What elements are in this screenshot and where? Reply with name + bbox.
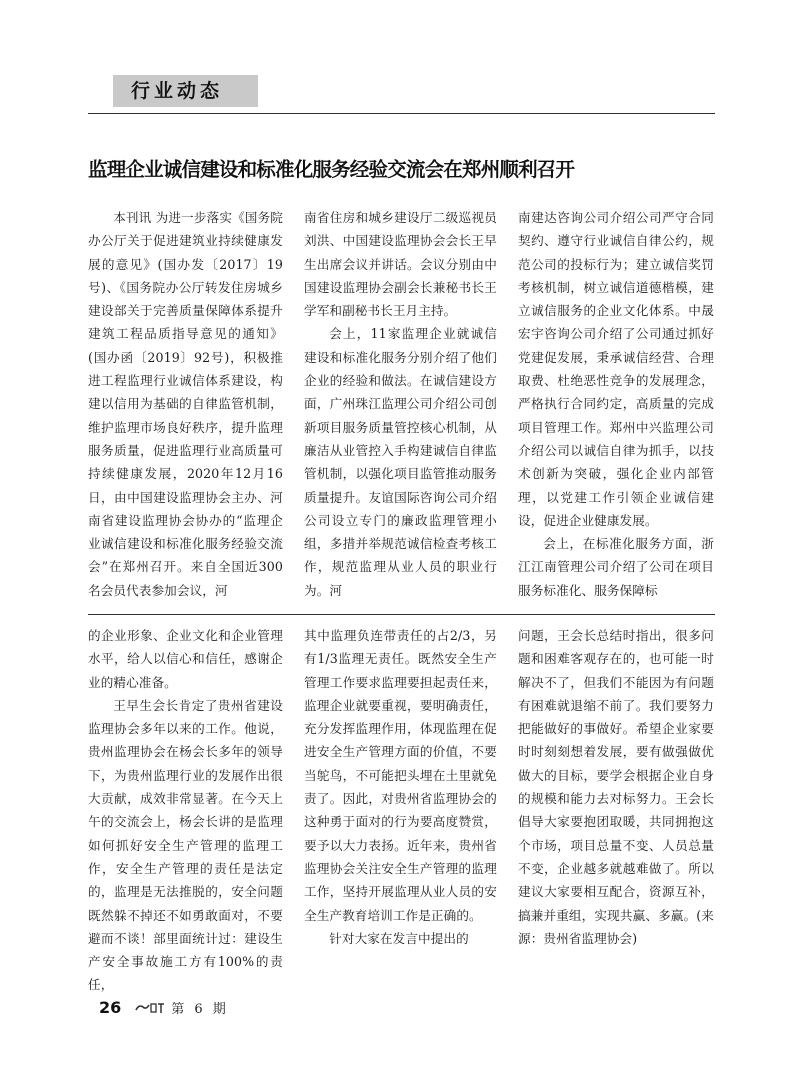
page-number: 26 bbox=[99, 997, 122, 1017]
article-column-2 bbox=[304, 206, 497, 602]
section-divider bbox=[88, 614, 715, 615]
article-column-4 bbox=[88, 624, 283, 997]
paragraph: 会上，11家监理企业就诚信建设和标准化服务分别介绍了他们企业的经验和做法。在诚信建设方面，广州珠江监理公司介绍公司创新项目服务质量管控核心机制，从廉洁从业管控入手构建诚信自律监管机制，以强化项目监管推动服务质量提升。友谊国际咨询公司介绍公司设立专门的廉政监理管理小组，多措并举规范诚信检查考核工作，规范监理从业人员的职业行为。河 bbox=[304, 326, 497, 598]
article-column-6 bbox=[518, 624, 714, 950]
header-divider bbox=[88, 113, 715, 114]
paragraph: 问题，王会长总结时指出，很多问题和困难客观存在的，也可能一时解决不了，但我们不能因为有问题有困难就退缩不前了。我们要努力把能做好的事做好。希望企业家要时时刻刻想着发展，要有做强做优做大的目标，要学会根据企业自身的规模和能力去对标努力。王会长倡导大家要抱团取暖，共同拥抱这个市场，项目总量不变、人员总量不变，企业越多就越难做了。所以建议大家要相互配合，资源互补，搞兼并重组，实现共赢、多赢。(来源：贵州省监理协会) bbox=[518, 628, 714, 946]
section-label: 行业动态 bbox=[113, 75, 258, 107]
paragraph: 其中监理负连带责任的占2/3，另有1/3监理无责任。既然安全生产管理工作要求监理要担起责任来，监理企业就要重视，要明确责任，充分发挥监理作用，体现监理在促进安全生产管理方面的价值，不要当鸵鸟，不可能把头埋在土里就免责了。因此，对贵州省监理协会的这种勇于面对的行为要高度赞赏，要予以大力表扬。近年来，贵州省监理协会关注安全生产管理的监理工作，坚持开展监理从业人员的安全生产教育培训工作是正确的。 bbox=[304, 628, 497, 923]
paragraph: 南建达咨询公司介绍公司严守合同契约、遵守行业诚信自律公约，规范公司的投标行为；建立诚信奖罚考核机制，树立诚信道德楷模，建立诚信服务的企业文化体系。中晟宏宇咨询公司介绍了公司通过抓好党建促发展，秉承诚信经营、合理取费、杜绝恶性竞争的发展理念，严格执行合同约定，高质量的完成项目管理工作。郑州中兴监理公司介绍公司以诚信自律为抓手，以技术创新为突破，强化企业内部管理，以党建工作引领企业诚信建设，促进企业健康发展。 bbox=[518, 210, 714, 528]
paragraph: 会上，在标准化服务方面，浙江江南管理公司介绍了公司在项目服务标准化、服务保障标 bbox=[518, 536, 714, 598]
paragraph: 针对大家在发言中提出的 bbox=[329, 930, 469, 946]
paragraph: 本刊讯 为进一步落实《国务院办公厅关于促进建筑业持续健康发展的意见》(国办发〔2017〕19号)、《国务院办公厅转发住房城乡建设部关于完善质量保障体系提升建筑工程品质指导意见的通知》(国办函〔2019〕92号)，积极推进工程监理行业诚信体系建设，构建以信用为基础的自律监管机制，维护监理市场良好秩序，提升监理服务质量，促进监理行业高质量可持续健康发展，2020年12月16日，由中国建设监理协会主办、河南省建设监理协会协办的“监理企业诚信建设和标准化服务经验交流会”在郑州召开。来自全国近300名会员代表参加会议，河 bbox=[88, 210, 283, 598]
paragraph: 王早生会长肯定了贵州省建设监理协会多年以来的工作。他说，贵州监理协会在杨会长多年的领导下，为贵州监理行业的发展作出很大贡献，成效非常显著。在今天上午的交流会上，杨会长讲的是监理如何抓好安全生产管理的监理工作，安全生产管理的责任是法定的，监理是无法推脱的，安全问题既然躲不掉还不如勇敢面对，不要避而不谈！部里面统计过：建设生产安全事故施工方有100%的责任， bbox=[88, 697, 283, 993]
magazine-logo-icon bbox=[135, 1000, 165, 1014]
paragraph: 的企业形象、企业文化和企业管理水平，给人以信心和信任，感谢企业的精心准备。 bbox=[88, 628, 283, 690]
article-column-3 bbox=[518, 206, 714, 602]
article-column-1 bbox=[88, 206, 283, 602]
issue-number: 第 6 期 bbox=[171, 1001, 229, 1017]
paragraph: 南省住房和城乡建设厅二级巡视员刘洪、中国建设监理协会会长王早生出席会议并讲话。会议分别由中国建设监理协会副会长兼秘书长王学军和副秘书长王月主持。 bbox=[304, 210, 497, 319]
page-footer bbox=[99, 995, 229, 1019]
article-title: 监理企业诚信建设和标准化服务经验交流会在郑州顺利召开 bbox=[88, 158, 575, 181]
article-column-5 bbox=[304, 624, 497, 950]
